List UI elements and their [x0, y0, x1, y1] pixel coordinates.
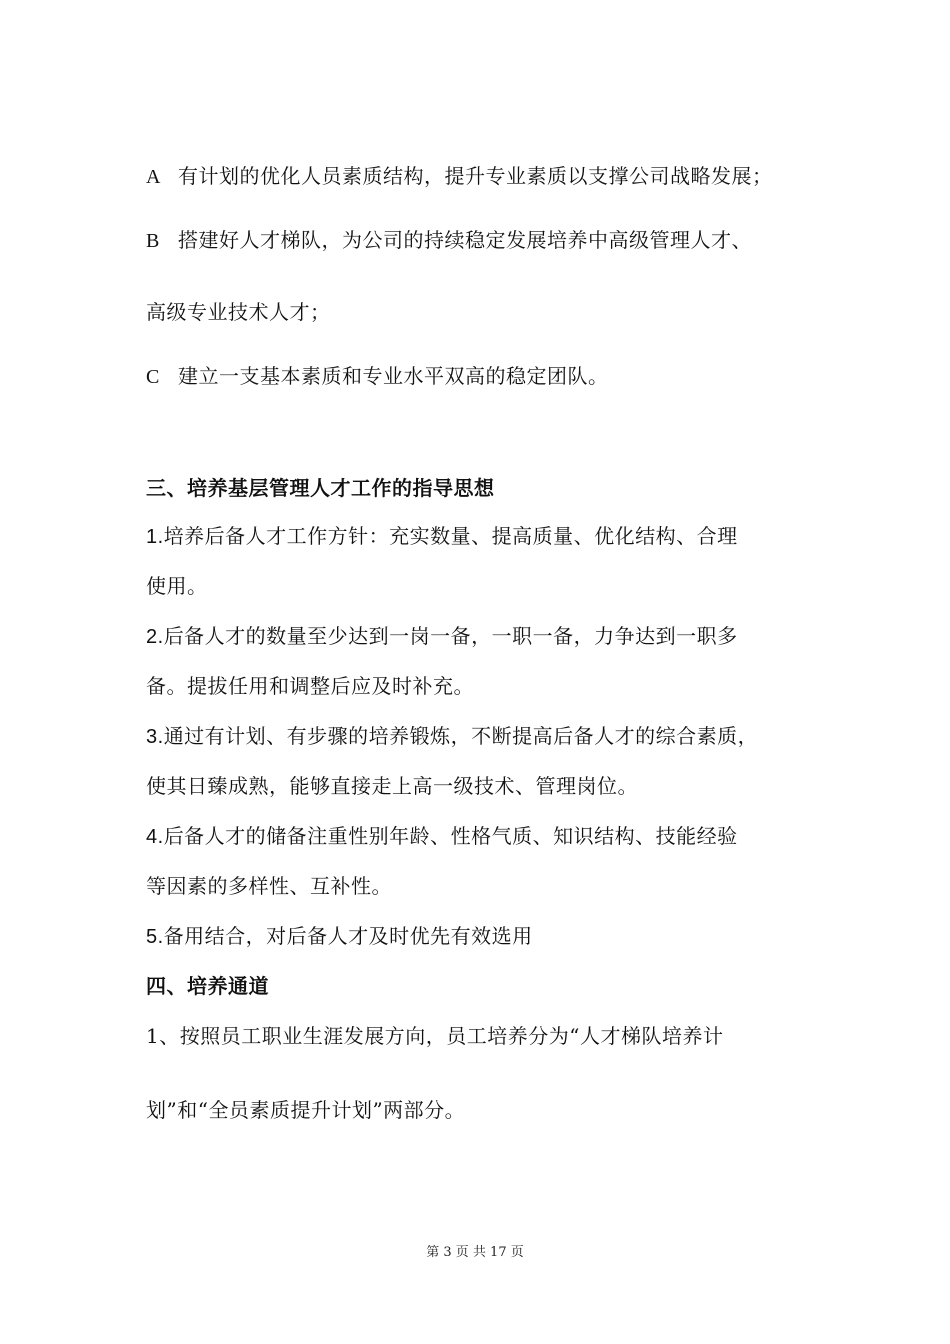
item-1-text-line2: 使用。	[146, 574, 208, 598]
section-4-heading: 四、培养通道	[146, 974, 269, 998]
section-3-item-1	[146, 522, 738, 551]
list-marker-b: B	[146, 230, 160, 252]
item-2-text-line1: 后备人才的数量至少达到一岗一备，一职一备，力争达到一职多	[163, 624, 738, 648]
section-3-item-4	[146, 822, 738, 851]
section-3-heading: 三、培养基层管理人才工作的指导思想	[146, 476, 495, 500]
list-marker-a: A	[146, 166, 161, 188]
section-3-item-5	[146, 922, 533, 951]
section-4-item-1-line1: 1、按照员工职业生涯发展方向，员工培养分为“人才梯队培养计	[146, 1024, 724, 1048]
item-2-number: 2.	[146, 626, 164, 648]
item-1-number: 1.	[146, 526, 164, 548]
paragraph-b-text-line1: 搭建好人才梯队，为公司的持续稳定发展培养中高级管理人才、	[178, 228, 752, 252]
section-3-item-2	[146, 622, 738, 651]
paragraph-c-text: 建立一支基本素质和专业水平双高的稳定团队。	[178, 364, 609, 388]
paragraph-a	[146, 162, 773, 191]
item-4-text-line1: 后备人才的储备注重性别年龄、性格气质、知识结构、技能经验	[163, 824, 738, 848]
section-4-item-1-line2: 划”和“全员素质提升计划”两部分。	[146, 1098, 466, 1122]
paragraph-c	[146, 362, 609, 391]
page-footer: 第 3 页 共 17 页	[426, 1245, 524, 1260]
paragraph-b-text-line2: 高级专业技术人才；	[146, 300, 331, 324]
item-1-text-line1: 培养后备人才工作方针：充实数量、提高质量、优化结构、合理	[163, 524, 738, 548]
item-2-text-line2: 备。提拔任用和调整后应及时补充。	[146, 674, 474, 698]
paragraph-a-text: 有计划的优化人员素质结构，提升专业素质以支撑公司战略发展；	[178, 164, 773, 188]
item-3-text-line2: 使其日臻成熟，能够直接走上高一级技术、管理岗位。	[146, 774, 638, 798]
item-3-number: 3.	[146, 726, 164, 748]
item-4-text-line2: 等因素的多样性、互补性。	[146, 874, 392, 898]
item-5-text-line1: 备用结合，对后备人才及时优先有效选用	[163, 924, 533, 948]
item-5-number: 5.	[146, 926, 164, 948]
section-3-item-3	[146, 722, 758, 751]
list-marker-c: C	[146, 366, 160, 388]
paragraph-b	[146, 226, 752, 255]
item-3-text-line1: 通过有计划、有步骤的培养锻炼，不断提高后备人才的综合素质，	[163, 724, 759, 748]
item-4-number: 4.	[146, 826, 164, 848]
